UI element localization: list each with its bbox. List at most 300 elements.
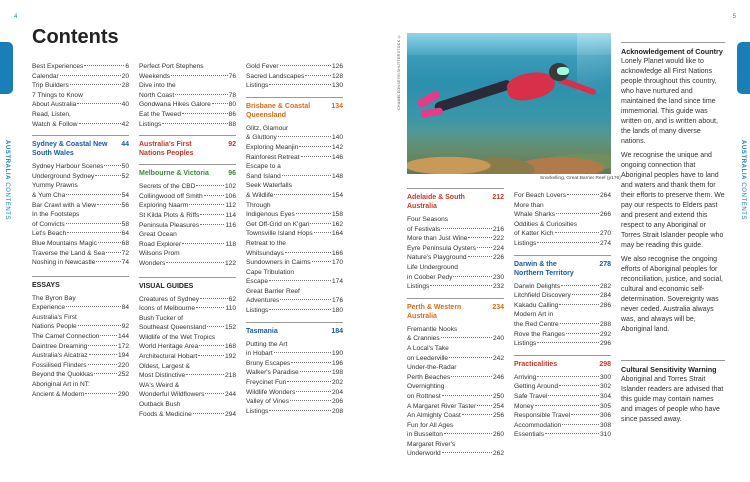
toc-entry-page: 158 bbox=[331, 211, 343, 219]
dot-leader bbox=[70, 84, 121, 85]
toc-entry[interactable] bbox=[32, 72, 129, 82]
dot-leader bbox=[555, 232, 599, 233]
dot-leader bbox=[189, 204, 224, 205]
toc-entry-title: Eyre Peninsula Oysters bbox=[407, 244, 476, 252]
toc-entry-title: Gold Fever bbox=[246, 63, 279, 70]
toc-entry-title: Perfect Port Stephens bbox=[139, 63, 204, 70]
toc-entry[interactable] bbox=[514, 239, 611, 249]
toc-entry[interactable] bbox=[407, 263, 504, 273]
toc-entry[interactable] bbox=[514, 411, 611, 421]
toc-entry-page: 28 bbox=[121, 82, 129, 90]
toc-entry-page: 68 bbox=[121, 239, 129, 247]
toc-entry-title: Listings bbox=[246, 82, 269, 90]
toc-entry[interactable] bbox=[514, 382, 611, 392]
dot-leader bbox=[77, 103, 120, 104]
toc-entry-page: 42 bbox=[121, 120, 129, 128]
toc-entry[interactable] bbox=[514, 310, 611, 320]
toc-entry-title: Townsville Island Hops bbox=[246, 230, 313, 238]
right-tab bbox=[737, 42, 750, 94]
cultural-warning-box bbox=[621, 360, 725, 429]
section-page: 92 bbox=[228, 141, 236, 149]
section-brisbane bbox=[246, 97, 343, 316]
toc-entry-page: 6 bbox=[125, 63, 129, 70]
toc-entry[interactable] bbox=[32, 120, 129, 130]
toc-entry[interactable] bbox=[32, 91, 129, 101]
toc-entry-title: More than bbox=[514, 201, 544, 209]
toc-entry-title: Daintree Dreaming bbox=[32, 342, 88, 350]
dot-leader bbox=[562, 424, 599, 425]
toc-entry-page: 266 bbox=[599, 211, 611, 219]
toc-entry[interactable] bbox=[407, 402, 504, 412]
toc-entry[interactable] bbox=[139, 410, 236, 420]
toc-entry[interactable] bbox=[514, 373, 611, 383]
toc-entry-title: Sydney Harbour Scenes bbox=[32, 163, 104, 171]
toc-entry-title: Let's Beach bbox=[32, 230, 67, 238]
toc-entry[interactable] bbox=[246, 359, 343, 369]
dot-leader bbox=[207, 326, 224, 327]
toc-entry[interactable] bbox=[407, 392, 504, 402]
toc-entry[interactable] bbox=[32, 162, 129, 172]
toc-entry[interactable] bbox=[407, 421, 504, 431]
toc-entry[interactable] bbox=[139, 221, 236, 231]
toc-entry-title: Sacred Landscapes bbox=[246, 72, 305, 80]
toc-entry[interactable] bbox=[246, 287, 343, 297]
toc-entry[interactable] bbox=[32, 172, 129, 182]
toc-entry-title: in Hobart bbox=[246, 350, 273, 358]
toc-entry-title: Underworld bbox=[407, 450, 441, 458]
toc-entry[interactable] bbox=[246, 407, 343, 417]
toc-entry[interactable] bbox=[246, 249, 343, 259]
dot-leader bbox=[453, 276, 492, 277]
toc-entry[interactable] bbox=[32, 303, 129, 313]
toc-entry[interactable] bbox=[407, 344, 504, 354]
toc-entry-title: Cape Tribulation bbox=[246, 268, 295, 276]
toc-entry[interactable] bbox=[139, 304, 236, 314]
dot-leader bbox=[305, 75, 331, 76]
toc-entry-title: Architectural Hobart bbox=[139, 353, 198, 361]
toc-entry[interactable] bbox=[246, 268, 343, 278]
toc-entry[interactable] bbox=[514, 339, 611, 349]
toc-entry[interactable] bbox=[139, 352, 236, 362]
toc-entry[interactable] bbox=[514, 320, 611, 330]
toc-entry[interactable] bbox=[246, 397, 343, 407]
toc-entry[interactable] bbox=[246, 349, 343, 359]
toc-entry[interactable] bbox=[246, 143, 343, 153]
dot-leader bbox=[535, 405, 599, 406]
toc-entry-page: 174 bbox=[331, 278, 343, 286]
dot-leader bbox=[95, 175, 120, 176]
dot-leader bbox=[269, 84, 331, 85]
toc-entry[interactable] bbox=[407, 354, 504, 364]
toc-entry-title: Great Barrier Reef bbox=[246, 287, 300, 295]
toc-entry[interactable] bbox=[32, 220, 129, 230]
toc-entry[interactable] bbox=[246, 81, 343, 91]
toc-entry[interactable] bbox=[139, 362, 236, 372]
toc-entry[interactable] bbox=[514, 220, 611, 230]
toc-entry[interactable] bbox=[139, 295, 236, 305]
toc-entry[interactable] bbox=[407, 411, 504, 421]
dot-leader bbox=[98, 242, 121, 243]
toc-entry-title: Get Off-Grid on K'gari bbox=[246, 220, 310, 228]
toc-entry-page: 300 bbox=[599, 373, 611, 381]
dot-leader bbox=[269, 280, 331, 281]
toc-entry-title: Fun for All Ages bbox=[407, 421, 454, 429]
section-heading: Melbourne & Victoria bbox=[139, 170, 209, 178]
dot-leader bbox=[198, 355, 224, 356]
toc-entry-title: Experience bbox=[32, 304, 65, 312]
toc-entry-title: Calendar bbox=[32, 72, 59, 80]
toc-entry[interactable] bbox=[32, 380, 129, 390]
toc-entry-page: 168 bbox=[224, 343, 236, 351]
toc-entry-title: & Crannies bbox=[407, 335, 440, 343]
toc-entry-title: Modern Art in bbox=[514, 311, 554, 319]
toc-entry-page: 305 bbox=[599, 402, 611, 410]
toc-entry-page: 192 bbox=[224, 353, 236, 361]
toc-entry[interactable] bbox=[407, 440, 504, 450]
toc-entry[interactable] bbox=[32, 332, 129, 342]
photo-caption: Snorkelling, Great Barrier Reef (p176) bbox=[540, 176, 621, 181]
dot-leader bbox=[462, 414, 492, 415]
toc-entry-title: Life Underground bbox=[407, 263, 458, 271]
toc-entry-page: 202 bbox=[331, 379, 343, 387]
dot-leader bbox=[561, 285, 599, 286]
toc-entry[interactable] bbox=[139, 72, 236, 82]
toc-entry[interactable] bbox=[514, 421, 611, 431]
toc-entry[interactable] bbox=[407, 282, 504, 292]
toc-entry-page: 260 bbox=[492, 431, 504, 439]
toc-entry-page: 20 bbox=[121, 72, 129, 80]
section-page: 278 bbox=[599, 260, 611, 268]
toc-entry[interactable] bbox=[407, 430, 504, 440]
toc-entry[interactable] bbox=[32, 351, 129, 361]
dot-leader bbox=[79, 123, 121, 124]
toc-entry[interactable] bbox=[32, 239, 129, 249]
toc-entry[interactable] bbox=[246, 220, 343, 230]
toc-entry[interactable] bbox=[139, 390, 236, 400]
toc-entry-title: Exploring Naarm bbox=[139, 202, 189, 210]
toc-entry[interactable] bbox=[407, 373, 504, 383]
toc-entry-title: Most Distinctive bbox=[139, 372, 186, 380]
toc-entry[interactable] bbox=[32, 322, 129, 332]
toc-entry-page: 50 bbox=[121, 163, 129, 171]
dot-leader bbox=[200, 298, 228, 299]
toc-entry-page: 142 bbox=[331, 143, 343, 151]
toc-entry[interactable] bbox=[246, 201, 343, 211]
toc-entry-page: 244 bbox=[224, 391, 236, 399]
toc-entry[interactable] bbox=[139, 91, 236, 101]
dot-leader bbox=[314, 232, 331, 233]
toc-entry-page: 306 bbox=[599, 412, 611, 420]
dot-leader bbox=[300, 371, 331, 372]
toc-entry-title: WA's Weird & bbox=[139, 381, 180, 389]
toc-entry[interactable] bbox=[139, 211, 236, 221]
toc-entry[interactable] bbox=[246, 239, 343, 249]
toc-entry[interactable] bbox=[32, 258, 129, 268]
dot-leader bbox=[196, 185, 224, 186]
toc-column-5 bbox=[514, 191, 611, 440]
side-label-right: AUSTRALIA CONTENTS bbox=[740, 140, 746, 221]
toc-entry-title: Gondwana Hikes Galore bbox=[139, 101, 211, 109]
dot-leader bbox=[559, 304, 599, 305]
toc-entry-page: 302 bbox=[599, 383, 611, 391]
toc-entry-title: Australia's Alcatraz bbox=[32, 352, 88, 360]
toc-entry[interactable] bbox=[407, 449, 504, 459]
toc-entry[interactable] bbox=[139, 120, 236, 130]
toc-entry[interactable] bbox=[514, 282, 611, 292]
toc-entry[interactable] bbox=[407, 363, 504, 373]
toc-entry-page: 240 bbox=[492, 335, 504, 343]
toc-entry[interactable] bbox=[246, 229, 343, 239]
section-page: 134 bbox=[331, 102, 343, 110]
dot-leader bbox=[537, 376, 599, 377]
toc-entry[interactable] bbox=[246, 162, 343, 172]
section-heading: Tasmania bbox=[246, 327, 278, 335]
toc-entry[interactable] bbox=[139, 342, 236, 352]
toc-entry[interactable] bbox=[139, 381, 236, 391]
toc-entry-page: 198 bbox=[331, 369, 343, 377]
toc-entry-title: Outback Bush bbox=[139, 401, 181, 409]
toc-entry[interactable] bbox=[139, 182, 236, 192]
dot-leader bbox=[477, 405, 492, 406]
toc-entry-title: Overnighting bbox=[407, 383, 445, 391]
toc-entry[interactable] bbox=[139, 400, 236, 410]
toc-entry-title: & Gluttony bbox=[246, 134, 277, 142]
dot-leader bbox=[171, 75, 228, 76]
toc-entry[interactable] bbox=[246, 191, 343, 201]
toc-entry[interactable] bbox=[246, 340, 343, 350]
toc-entry[interactable] bbox=[246, 62, 343, 72]
toc-entry-title: Dive into the bbox=[139, 82, 176, 90]
toc-entry[interactable] bbox=[407, 334, 504, 344]
toc-entry-page: 130 bbox=[331, 82, 343, 90]
dot-leader bbox=[106, 252, 121, 253]
toc-entry[interactable] bbox=[407, 273, 504, 283]
section-heading: Perth & Western Australia bbox=[407, 303, 462, 320]
toc-entry-title: Wildlife of the Wet Tropics bbox=[139, 333, 216, 341]
toc-entry[interactable] bbox=[246, 124, 343, 134]
toc-entry[interactable] bbox=[246, 172, 343, 182]
toc-entry[interactable] bbox=[139, 81, 236, 91]
section-melbourne bbox=[139, 164, 236, 268]
toc-entry[interactable] bbox=[514, 392, 611, 402]
toc-entry[interactable] bbox=[32, 390, 129, 400]
toc-entry[interactable] bbox=[32, 361, 129, 371]
toc-entry-title: Weekends bbox=[139, 72, 171, 80]
toc-entry[interactable] bbox=[246, 153, 343, 163]
toc-entry-title: Exploring Meanjin bbox=[246, 143, 299, 151]
toc-entry[interactable] bbox=[246, 368, 343, 378]
toc-entry[interactable] bbox=[32, 100, 129, 110]
toc-entry-title: Valley of Vines bbox=[246, 398, 290, 406]
toc-entry[interactable] bbox=[139, 192, 236, 202]
section-page: 44 bbox=[121, 141, 129, 149]
toc-entry-title: Under-the-Radar bbox=[407, 364, 457, 372]
toc-entry[interactable] bbox=[246, 378, 343, 388]
toc-entry-title: Safe Travel bbox=[514, 392, 548, 400]
dot-leader bbox=[444, 433, 492, 434]
section-practicalities bbox=[514, 355, 611, 440]
toc-entry-page: 264 bbox=[599, 192, 611, 199]
toc-entry[interactable] bbox=[32, 229, 129, 239]
toc-entry-page: 190 bbox=[331, 350, 343, 358]
page-number-right: 5 bbox=[732, 14, 736, 20]
toc-entry[interactable] bbox=[32, 370, 129, 380]
toc-entry-page: 40 bbox=[121, 101, 129, 109]
toc-entry[interactable] bbox=[32, 110, 129, 120]
toc-column-4 bbox=[407, 182, 504, 459]
toc-entry-title: Australia's First bbox=[32, 313, 77, 321]
toc-entry[interactable] bbox=[246, 277, 343, 287]
toc-entry-title: Margaret River's bbox=[407, 440, 456, 448]
dot-leader bbox=[572, 294, 599, 295]
toc-entry[interactable] bbox=[514, 330, 611, 340]
toc-entry-page: 126 bbox=[331, 63, 343, 70]
dot-leader bbox=[282, 175, 331, 176]
dot-leader bbox=[66, 223, 121, 224]
toc-entry-page: 122 bbox=[224, 259, 236, 267]
dot-leader bbox=[67, 232, 120, 233]
toc-entry[interactable] bbox=[32, 181, 129, 191]
toc-entry[interactable] bbox=[514, 201, 611, 211]
section-page: 234 bbox=[492, 303, 504, 311]
toc-entry-title: Best Experiences bbox=[32, 63, 84, 70]
toc-entry[interactable] bbox=[139, 100, 236, 110]
toc-entry[interactable] bbox=[139, 333, 236, 343]
dot-leader bbox=[97, 204, 121, 205]
toc-entry-title: the Red Centre bbox=[514, 320, 559, 328]
toc-entry[interactable] bbox=[407, 253, 504, 263]
toc-entry-page: 290 bbox=[117, 390, 129, 398]
toc-entry[interactable] bbox=[32, 342, 129, 352]
toc-entry[interactable] bbox=[514, 301, 611, 311]
toc-entry[interactable] bbox=[246, 181, 343, 191]
dot-leader bbox=[537, 342, 599, 343]
dot-leader bbox=[88, 345, 117, 346]
dot-leader bbox=[212, 103, 228, 104]
toc-entry-title: Traverse the Land & Sea bbox=[32, 249, 106, 257]
dot-leader bbox=[182, 113, 228, 114]
toc-entry-title: Listings bbox=[407, 283, 430, 291]
page-number-left: 4 bbox=[14, 14, 18, 20]
dot-leader bbox=[85, 393, 117, 394]
dot-leader bbox=[204, 195, 224, 196]
toc-entry[interactable] bbox=[32, 191, 129, 201]
toc-entry[interactable] bbox=[246, 306, 343, 316]
toc-entry[interactable] bbox=[32, 313, 129, 323]
toc-entry[interactable] bbox=[246, 388, 343, 398]
toc-entry-title: Indigenous Eyes bbox=[246, 211, 295, 219]
toc-entry-title: Secrets of the CBD bbox=[139, 183, 196, 191]
toc-entry-title: In the Footsteps bbox=[32, 211, 80, 219]
toc-entry[interactable] bbox=[139, 201, 236, 211]
toc-entry[interactable] bbox=[139, 230, 236, 240]
toc-entry-title: Collingwood off Smith bbox=[139, 192, 203, 200]
toc-entry-title: of Convicts bbox=[32, 220, 65, 228]
toc-entry[interactable] bbox=[407, 215, 504, 225]
toc-entry-title: Road Explorer bbox=[139, 240, 182, 248]
section-page: 212 bbox=[492, 194, 504, 201]
toc-entry-page: 308 bbox=[599, 421, 611, 429]
toc-entry[interactable] bbox=[407, 325, 504, 335]
toc-entry[interactable] bbox=[139, 110, 236, 120]
toc-entry-page: 140 bbox=[331, 134, 343, 142]
toc-entry[interactable] bbox=[32, 62, 129, 72]
toc-entry-page: 166 bbox=[331, 249, 343, 257]
toc-entry[interactable] bbox=[246, 296, 343, 306]
toc-entry[interactable] bbox=[139, 62, 236, 72]
toc-entry[interactable] bbox=[407, 234, 504, 244]
toc-entry[interactable] bbox=[139, 240, 236, 250]
toc-entry[interactable] bbox=[514, 430, 611, 440]
toc-entry-title: Sundowners in Cairns bbox=[246, 259, 311, 267]
toc-entry[interactable] bbox=[246, 72, 343, 82]
section-visual-guides bbox=[139, 277, 236, 420]
toc-entry-page: 304 bbox=[599, 392, 611, 400]
toc-entry-page: 86 bbox=[228, 110, 236, 118]
toc-entry[interactable] bbox=[514, 402, 611, 412]
toc-entry-title: Responsible Travel bbox=[514, 412, 571, 420]
dot-leader bbox=[78, 325, 121, 326]
dot-leader bbox=[571, 414, 599, 415]
toc-entry-page: 256 bbox=[492, 412, 504, 420]
toc-entry[interactable] bbox=[407, 225, 504, 235]
toc-entry[interactable] bbox=[32, 249, 129, 259]
toc-column-2 bbox=[139, 62, 236, 419]
toc-entry[interactable] bbox=[514, 191, 611, 201]
toc-entry[interactable] bbox=[246, 210, 343, 220]
toc-entry[interactable] bbox=[246, 133, 343, 143]
toc-entry[interactable] bbox=[32, 294, 129, 304]
toc-entry-title: Bruny Escapes bbox=[246, 359, 291, 367]
toc-entry[interactable] bbox=[407, 382, 504, 392]
toc-entry[interactable] bbox=[32, 201, 129, 211]
section-heading: Sydney & Coastal New South Wales bbox=[32, 141, 108, 158]
toc-entry-title: An Almighty Coast bbox=[407, 412, 461, 420]
toc-entry[interactable] bbox=[32, 210, 129, 220]
dot-leader bbox=[441, 337, 492, 338]
toc-entry[interactable] bbox=[514, 291, 611, 301]
toc-entry[interactable] bbox=[32, 81, 129, 91]
toc-entry[interactable] bbox=[407, 244, 504, 254]
toc-entry-page: 270 bbox=[599, 230, 611, 238]
dot-leader bbox=[449, 357, 492, 358]
toc-entry[interactable] bbox=[514, 229, 611, 239]
toc-entry-title: St Kilda Plots & Riffs bbox=[139, 211, 200, 219]
toc-entry-title: Fossilised Flinders bbox=[32, 361, 87, 369]
toc-entry[interactable] bbox=[514, 210, 611, 220]
toc-entry-page: 146 bbox=[331, 153, 343, 161]
toc-entry[interactable] bbox=[139, 371, 236, 381]
toc-entry-page: 218 bbox=[224, 372, 236, 380]
dot-leader bbox=[88, 364, 117, 365]
dot-leader bbox=[301, 156, 331, 157]
toc-entry-page: 92 bbox=[121, 323, 129, 331]
toc-entry[interactable] bbox=[246, 258, 343, 268]
toc-entry[interactable] bbox=[139, 323, 236, 333]
toc-entry-page: 154 bbox=[331, 191, 343, 199]
toc-entry-title: Oddities & Curiosities bbox=[514, 220, 578, 228]
toc-entry-title: Litchfield Discovery bbox=[514, 292, 571, 300]
toc-entry-title: Escape bbox=[246, 278, 268, 286]
toc-entry-page: 54 bbox=[121, 191, 129, 199]
toc-entry[interactable] bbox=[139, 259, 236, 269]
toc-entry[interactable] bbox=[139, 249, 236, 259]
dot-leader bbox=[537, 242, 599, 243]
dot-leader bbox=[60, 75, 121, 76]
toc-entry-page: 116 bbox=[225, 221, 236, 229]
toc-entry-title: Through bbox=[246, 201, 271, 209]
toc-entry[interactable] bbox=[139, 314, 236, 324]
